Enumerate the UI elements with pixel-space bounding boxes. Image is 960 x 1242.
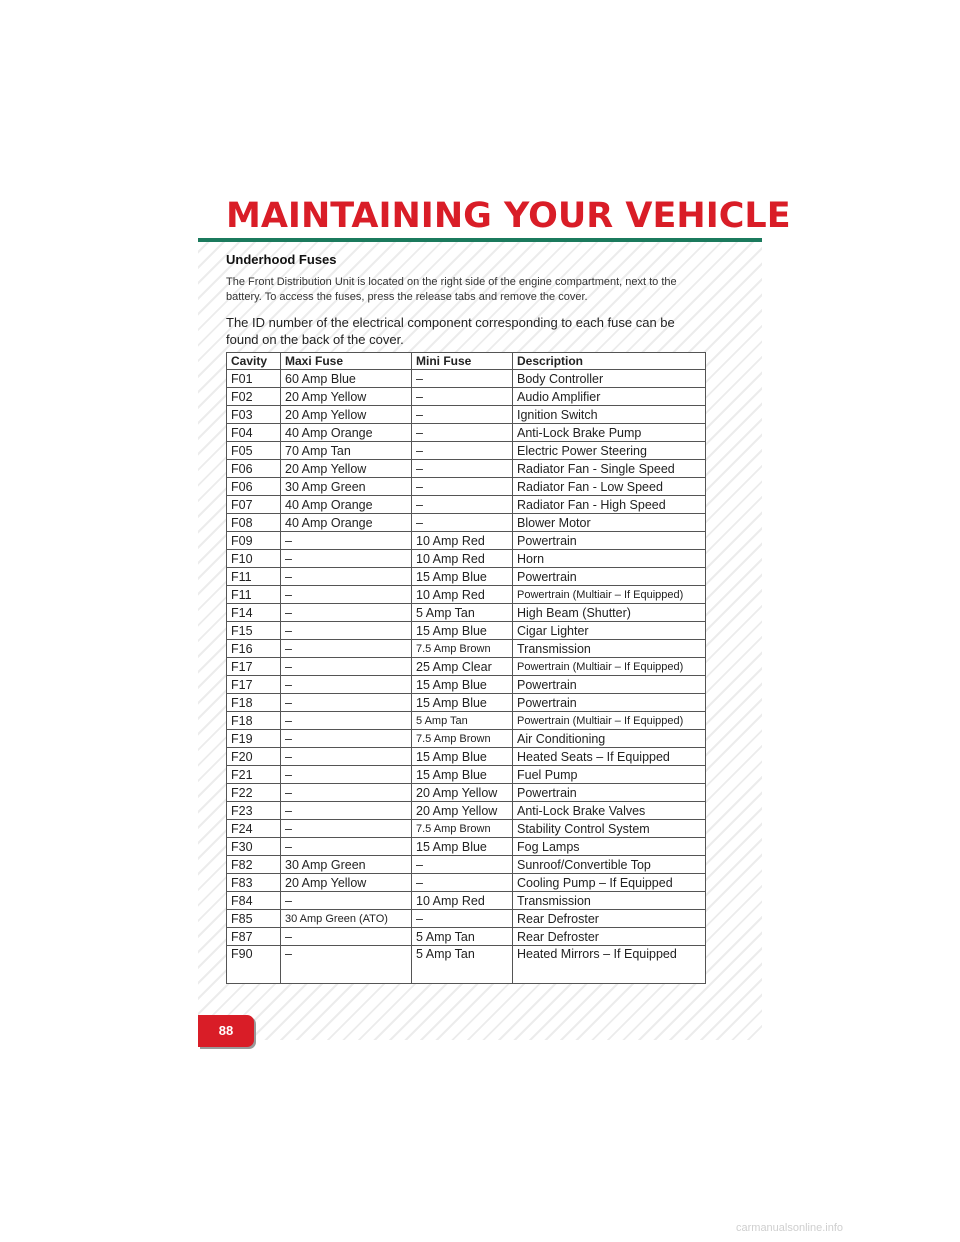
table-row xyxy=(227,766,706,784)
cell-description: Powertrain (Multiair – If Equipped) xyxy=(513,712,706,730)
cell-description: Transmission xyxy=(513,640,706,658)
cell-cavity: F18 xyxy=(227,712,281,730)
cell-cavity: F01 xyxy=(227,370,281,388)
fuse-table-body xyxy=(227,370,706,984)
cell-mini-fuse: – xyxy=(412,370,513,388)
cell-maxi-fuse: 40 Amp Orange xyxy=(281,496,412,514)
cell-description: Anti-Lock Brake Pump xyxy=(513,424,706,442)
cell-description: Powertrain xyxy=(513,676,706,694)
cell-maxi-fuse: – xyxy=(281,766,412,784)
cell-maxi-fuse: 70 Amp Tan xyxy=(281,442,412,460)
cell-cavity: F11 xyxy=(227,568,281,586)
table-row xyxy=(227,424,706,442)
cell-maxi-fuse: 60 Amp Blue xyxy=(281,370,412,388)
cell-description: Audio Amplifier xyxy=(513,388,706,406)
cell-description: Ignition Switch xyxy=(513,406,706,424)
cell-cavity: F85 xyxy=(227,910,281,928)
cell-maxi-fuse: – xyxy=(281,892,412,910)
cell-mini-fuse: 10 Amp Red xyxy=(412,586,513,604)
cell-maxi-fuse: 30 Amp Green (ATO) xyxy=(281,910,412,928)
cell-cavity: F23 xyxy=(227,802,281,820)
table-row xyxy=(227,586,706,604)
cell-cavity: F83 xyxy=(227,874,281,892)
cell-cavity: F04 xyxy=(227,424,281,442)
page-number: 88 xyxy=(198,1015,254,1047)
cell-cavity: F20 xyxy=(227,748,281,766)
table-row xyxy=(227,496,706,514)
cell-cavity: F06 xyxy=(227,478,281,496)
table-row xyxy=(227,460,706,478)
cell-description: Radiator Fan - High Speed xyxy=(513,496,706,514)
cell-description: Sunroof/Convertible Top xyxy=(513,856,706,874)
cell-description: Powertrain xyxy=(513,784,706,802)
cell-cavity: F03 xyxy=(227,406,281,424)
section-heading: Underhood Fuses xyxy=(226,252,337,267)
cell-mini-fuse: 5 Amp Tan xyxy=(412,946,513,984)
table-row xyxy=(227,946,706,984)
cell-description: Rear Defroster xyxy=(513,910,706,928)
cell-description: Cigar Lighter xyxy=(513,622,706,640)
table-row xyxy=(227,604,706,622)
table-row xyxy=(227,514,706,532)
cell-cavity: F10 xyxy=(227,550,281,568)
table-row xyxy=(227,550,706,568)
table-header-row xyxy=(227,353,706,370)
cell-mini-fuse: 5 Amp Tan xyxy=(412,712,513,730)
cell-mini-fuse: 7.5 Amp Brown xyxy=(412,730,513,748)
cell-description: Air Conditioning xyxy=(513,730,706,748)
cell-description: Heated Seats – If Equipped xyxy=(513,748,706,766)
cell-description: Rear Defroster xyxy=(513,928,706,946)
table-row xyxy=(227,478,706,496)
cell-mini-fuse: – xyxy=(412,478,513,496)
cell-cavity: F17 xyxy=(227,676,281,694)
cell-cavity: F09 xyxy=(227,532,281,550)
cell-description: Fog Lamps xyxy=(513,838,706,856)
cell-maxi-fuse: 20 Amp Yellow xyxy=(281,388,412,406)
cell-description: Stability Control System xyxy=(513,820,706,838)
table-row xyxy=(227,928,706,946)
cell-maxi-fuse: 20 Amp Yellow xyxy=(281,406,412,424)
cell-mini-fuse: 20 Amp Yellow xyxy=(412,784,513,802)
table-row xyxy=(227,370,706,388)
cell-mini-fuse: 10 Amp Red xyxy=(412,892,513,910)
cell-maxi-fuse: – xyxy=(281,568,412,586)
cell-cavity: F30 xyxy=(227,838,281,856)
cell-description: Anti-Lock Brake Valves xyxy=(513,802,706,820)
cell-cavity: F21 xyxy=(227,766,281,784)
cell-mini-fuse: – xyxy=(412,424,513,442)
header-rule xyxy=(198,238,762,242)
cell-cavity: F05 xyxy=(227,442,281,460)
cell-cavity: F84 xyxy=(227,892,281,910)
cell-description: Powertrain xyxy=(513,694,706,712)
cell-mini-fuse: 25 Amp Clear xyxy=(412,658,513,676)
table-row xyxy=(227,838,706,856)
cell-mini-fuse: 15 Amp Blue xyxy=(412,766,513,784)
content xyxy=(226,252,708,984)
cell-description: Heated Mirrors – If Equipped xyxy=(513,946,706,984)
cell-cavity: F82 xyxy=(227,856,281,874)
cell-description: Blower Motor xyxy=(513,514,706,532)
cell-cavity: F02 xyxy=(227,388,281,406)
table-row xyxy=(227,730,706,748)
table-row xyxy=(227,532,706,550)
cell-maxi-fuse: – xyxy=(281,712,412,730)
cell-description: Radiator Fan - Low Speed xyxy=(513,478,706,496)
cell-maxi-fuse: – xyxy=(281,658,412,676)
cell-cavity: F24 xyxy=(227,820,281,838)
fuse-table xyxy=(226,352,706,984)
cell-mini-fuse: 15 Amp Blue xyxy=(412,676,513,694)
cell-mini-fuse: 7.5 Amp Brown xyxy=(412,640,513,658)
cell-cavity: F07 xyxy=(227,496,281,514)
cell-maxi-fuse: – xyxy=(281,694,412,712)
page-header: MAINTAINING YOUR VEHICLE xyxy=(226,196,791,236)
table-row xyxy=(227,388,706,406)
cell-maxi-fuse: – xyxy=(281,820,412,838)
cell-cavity: F15 xyxy=(227,622,281,640)
col-header-maxi: Maxi Fuse xyxy=(281,353,412,370)
cell-description: Transmission xyxy=(513,892,706,910)
cell-description: Horn xyxy=(513,550,706,568)
cell-description: Body Controller xyxy=(513,370,706,388)
cell-maxi-fuse: – xyxy=(281,550,412,568)
cell-maxi-fuse: 40 Amp Orange xyxy=(281,514,412,532)
cell-description: Powertrain xyxy=(513,568,706,586)
table-row xyxy=(227,442,706,460)
cell-mini-fuse: – xyxy=(412,442,513,460)
table-row xyxy=(227,784,706,802)
cell-mini-fuse: 15 Amp Blue xyxy=(412,694,513,712)
table-row xyxy=(227,910,706,928)
cell-description: Cooling Pump – If Equipped xyxy=(513,874,706,892)
cell-cavity: F14 xyxy=(227,604,281,622)
cell-cavity: F06 xyxy=(227,460,281,478)
cell-maxi-fuse: – xyxy=(281,946,412,984)
table-row xyxy=(227,874,706,892)
cell-mini-fuse: – xyxy=(412,388,513,406)
cell-description: Powertrain xyxy=(513,532,706,550)
cell-mini-fuse: – xyxy=(412,460,513,478)
table-row xyxy=(227,694,706,712)
cell-mini-fuse: 15 Amp Blue xyxy=(412,622,513,640)
cell-maxi-fuse: 30 Amp Green xyxy=(281,478,412,496)
col-header-mini: Mini Fuse xyxy=(412,353,513,370)
cell-maxi-fuse: – xyxy=(281,586,412,604)
cell-maxi-fuse: – xyxy=(281,838,412,856)
cell-cavity: F90 xyxy=(227,946,281,984)
cell-cavity: F16 xyxy=(227,640,281,658)
col-header-description: Description xyxy=(513,353,706,370)
cell-maxi-fuse: – xyxy=(281,676,412,694)
cell-mini-fuse: 15 Amp Blue xyxy=(412,748,513,766)
cell-maxi-fuse: – xyxy=(281,802,412,820)
cell-maxi-fuse: – xyxy=(281,604,412,622)
cell-description: Electric Power Steering xyxy=(513,442,706,460)
intro-paragraph: The Front Distribution Unit is located on the right side of the engine compartment, next to the battery. To access the fuses, press the release tabs and remove the cover. xyxy=(226,276,677,303)
col-header-cavity: Cavity xyxy=(227,353,281,370)
cell-cavity: F22 xyxy=(227,784,281,802)
table-row xyxy=(227,406,706,424)
cell-maxi-fuse: – xyxy=(281,532,412,550)
cell-mini-fuse: 10 Amp Red xyxy=(412,550,513,568)
cell-cavity: F08 xyxy=(227,514,281,532)
table-row xyxy=(227,676,706,694)
cell-mini-fuse: – xyxy=(412,406,513,424)
cell-maxi-fuse: – xyxy=(281,928,412,946)
cell-mini-fuse: 7.5 Amp Brown xyxy=(412,820,513,838)
watermark: carmanualsonline.info xyxy=(736,1222,844,1234)
cell-maxi-fuse: 20 Amp Yellow xyxy=(281,460,412,478)
cell-mini-fuse: 5 Amp Tan xyxy=(412,928,513,946)
cell-cavity: F87 xyxy=(227,928,281,946)
cell-maxi-fuse: 20 Amp Yellow xyxy=(281,874,412,892)
table-row xyxy=(227,856,706,874)
table-row xyxy=(227,640,706,658)
cell-description: Fuel Pump xyxy=(513,766,706,784)
cell-description: Powertrain (Multiair – If Equipped) xyxy=(513,658,706,676)
table-row xyxy=(227,712,706,730)
cell-maxi-fuse: 30 Amp Green xyxy=(281,856,412,874)
cell-description: High Beam (Shutter) xyxy=(513,604,706,622)
cell-maxi-fuse: – xyxy=(281,640,412,658)
cell-mini-fuse: – xyxy=(412,514,513,532)
cell-maxi-fuse: – xyxy=(281,622,412,640)
cell-description: Powertrain (Multiair – If Equipped) xyxy=(513,586,706,604)
cell-mini-fuse: 20 Amp Yellow xyxy=(412,802,513,820)
cell-maxi-fuse: – xyxy=(281,748,412,766)
cell-mini-fuse: 10 Amp Red xyxy=(412,532,513,550)
table-row xyxy=(227,568,706,586)
table-row xyxy=(227,892,706,910)
cell-maxi-fuse: – xyxy=(281,784,412,802)
table-row xyxy=(227,658,706,676)
cell-mini-fuse: 15 Amp Blue xyxy=(412,568,513,586)
cell-cavity: F19 xyxy=(227,730,281,748)
table-row xyxy=(227,748,706,766)
cell-description: Radiator Fan - Single Speed xyxy=(513,460,706,478)
cell-mini-fuse: 5 Amp Tan xyxy=(412,604,513,622)
cell-mini-fuse: – xyxy=(412,874,513,892)
cell-mini-fuse: – xyxy=(412,496,513,514)
table-row xyxy=(227,820,706,838)
cell-mini-fuse: – xyxy=(412,856,513,874)
cell-mini-fuse: 15 Amp Blue xyxy=(412,838,513,856)
table-row xyxy=(227,802,706,820)
id-paragraph: The ID number of the electrical component corresponding to each fuse can be found on the back of the cover. xyxy=(226,315,675,347)
cell-cavity: F17 xyxy=(227,658,281,676)
cell-mini-fuse: – xyxy=(412,910,513,928)
cell-cavity: F18 xyxy=(227,694,281,712)
table-row xyxy=(227,622,706,640)
cell-maxi-fuse: 40 Amp Orange xyxy=(281,424,412,442)
cell-maxi-fuse: – xyxy=(281,730,412,748)
cell-cavity: F11 xyxy=(227,586,281,604)
